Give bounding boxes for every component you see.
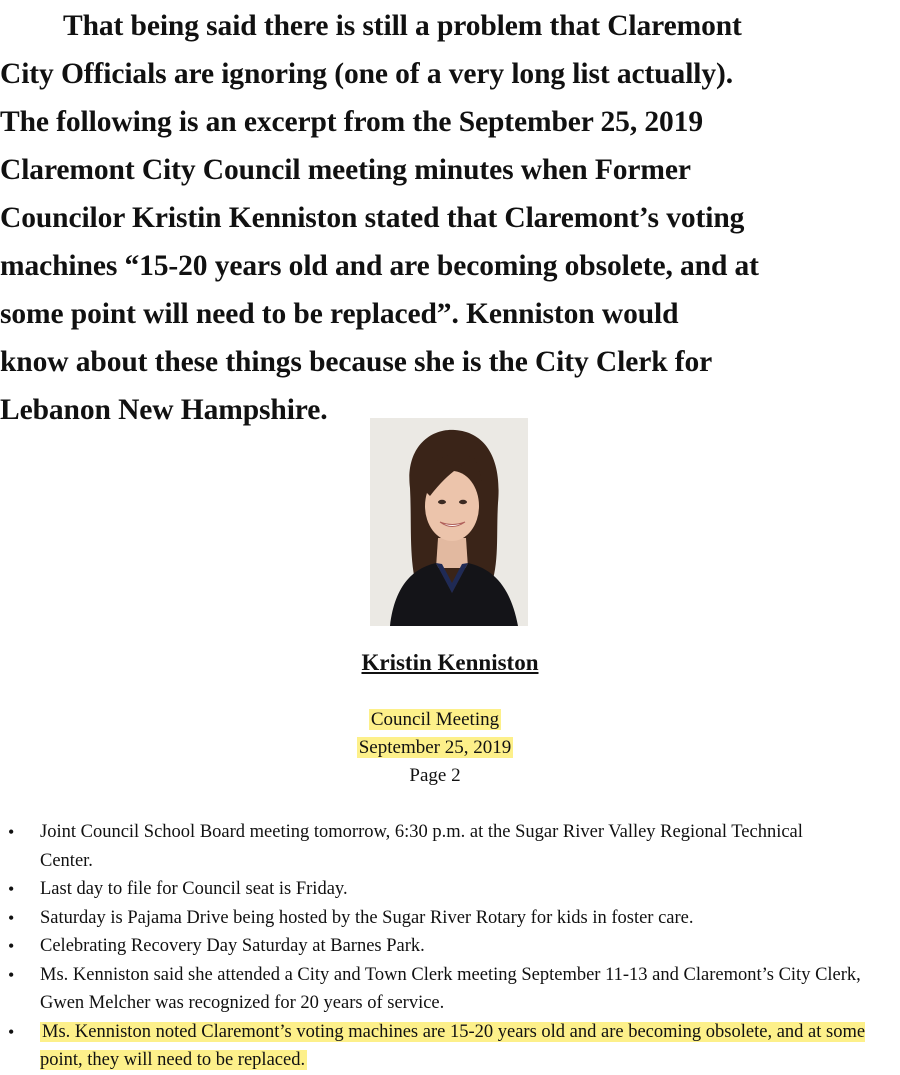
intro-paragraph — [0, 2, 900, 434]
list-item-text: Celebrating Recovery Day Saturday at Barnes Park. — [40, 936, 425, 956]
bullet-icon: • — [8, 907, 15, 928]
intro-line: City Officials are ignoring (one of a very long list actually). — [0, 58, 734, 90]
photo-caption: Kristin Kenniston — [361, 650, 539, 675]
list-item — [0, 818, 900, 875]
list-item-text: Ms. Kenniston said she attended a City and Town Clerk meeting September 11-13 and Claremont’s City Clerk, Gwen Melcher was recognized for 20 years of service. — [40, 964, 861, 1013]
minutes-header — [0, 706, 870, 790]
intro-line: That being said there is still a problem that Claremont — [63, 10, 742, 42]
intro-line: Claremont City Council meeting minutes when Former — [0, 154, 691, 186]
list-item — [0, 961, 900, 1018]
list-item-text: Saturday is Pajama Drive being hosted by the Sugar River Rotary for kids in foster care. — [40, 907, 694, 928]
list-item — [0, 932, 900, 961]
list-item-text: Joint Council School Board meeting tomorrow, 6:30 p.m. at the Sugar River Valley Regional Technical Center. — [40, 822, 803, 871]
intro-line: some point will need to be replaced”. Kenniston would — [0, 298, 679, 330]
bullet-icon: • — [8, 964, 15, 985]
bullet-icon: • — [8, 822, 15, 842]
bullet-icon: • — [8, 1021, 15, 1042]
list-item — [0, 904, 900, 933]
intro-line: machines “15-20 years old and are becoming obsolete, and at — [0, 250, 759, 282]
list-item — [0, 875, 900, 904]
intro-line: Lebanon New Hampshire. — [0, 394, 328, 426]
portrait-illustration — [370, 418, 528, 626]
bullet-icon: • — [8, 936, 15, 956]
portrait-photo — [370, 418, 528, 626]
intro-line: The following is an excerpt from the September 25, 2019 — [0, 106, 703, 138]
list-item-text: Last day to file for Council seat is Friday. — [40, 879, 348, 899]
minutes-bullet-list — [0, 818, 900, 1075]
minutes-title: Council Meeting — [370, 709, 500, 730]
intro-line: Councilor Kristin Kenniston stated that Claremont’s voting — [0, 202, 745, 234]
bullet-icon: • — [8, 879, 15, 899]
minutes-page: Page 2 — [409, 765, 461, 786]
intro-line: know about these things because she is the City Clerk for — [0, 346, 713, 378]
list-item-text-highlighted: Ms. Kenniston noted Claremont’s voting machines are 15-20 years old and are becoming obsolete, and at some point, they will need to be replaced. — [40, 1021, 866, 1070]
list-item — [0, 1018, 900, 1075]
minutes-date: September 25, 2019 — [358, 737, 512, 758]
